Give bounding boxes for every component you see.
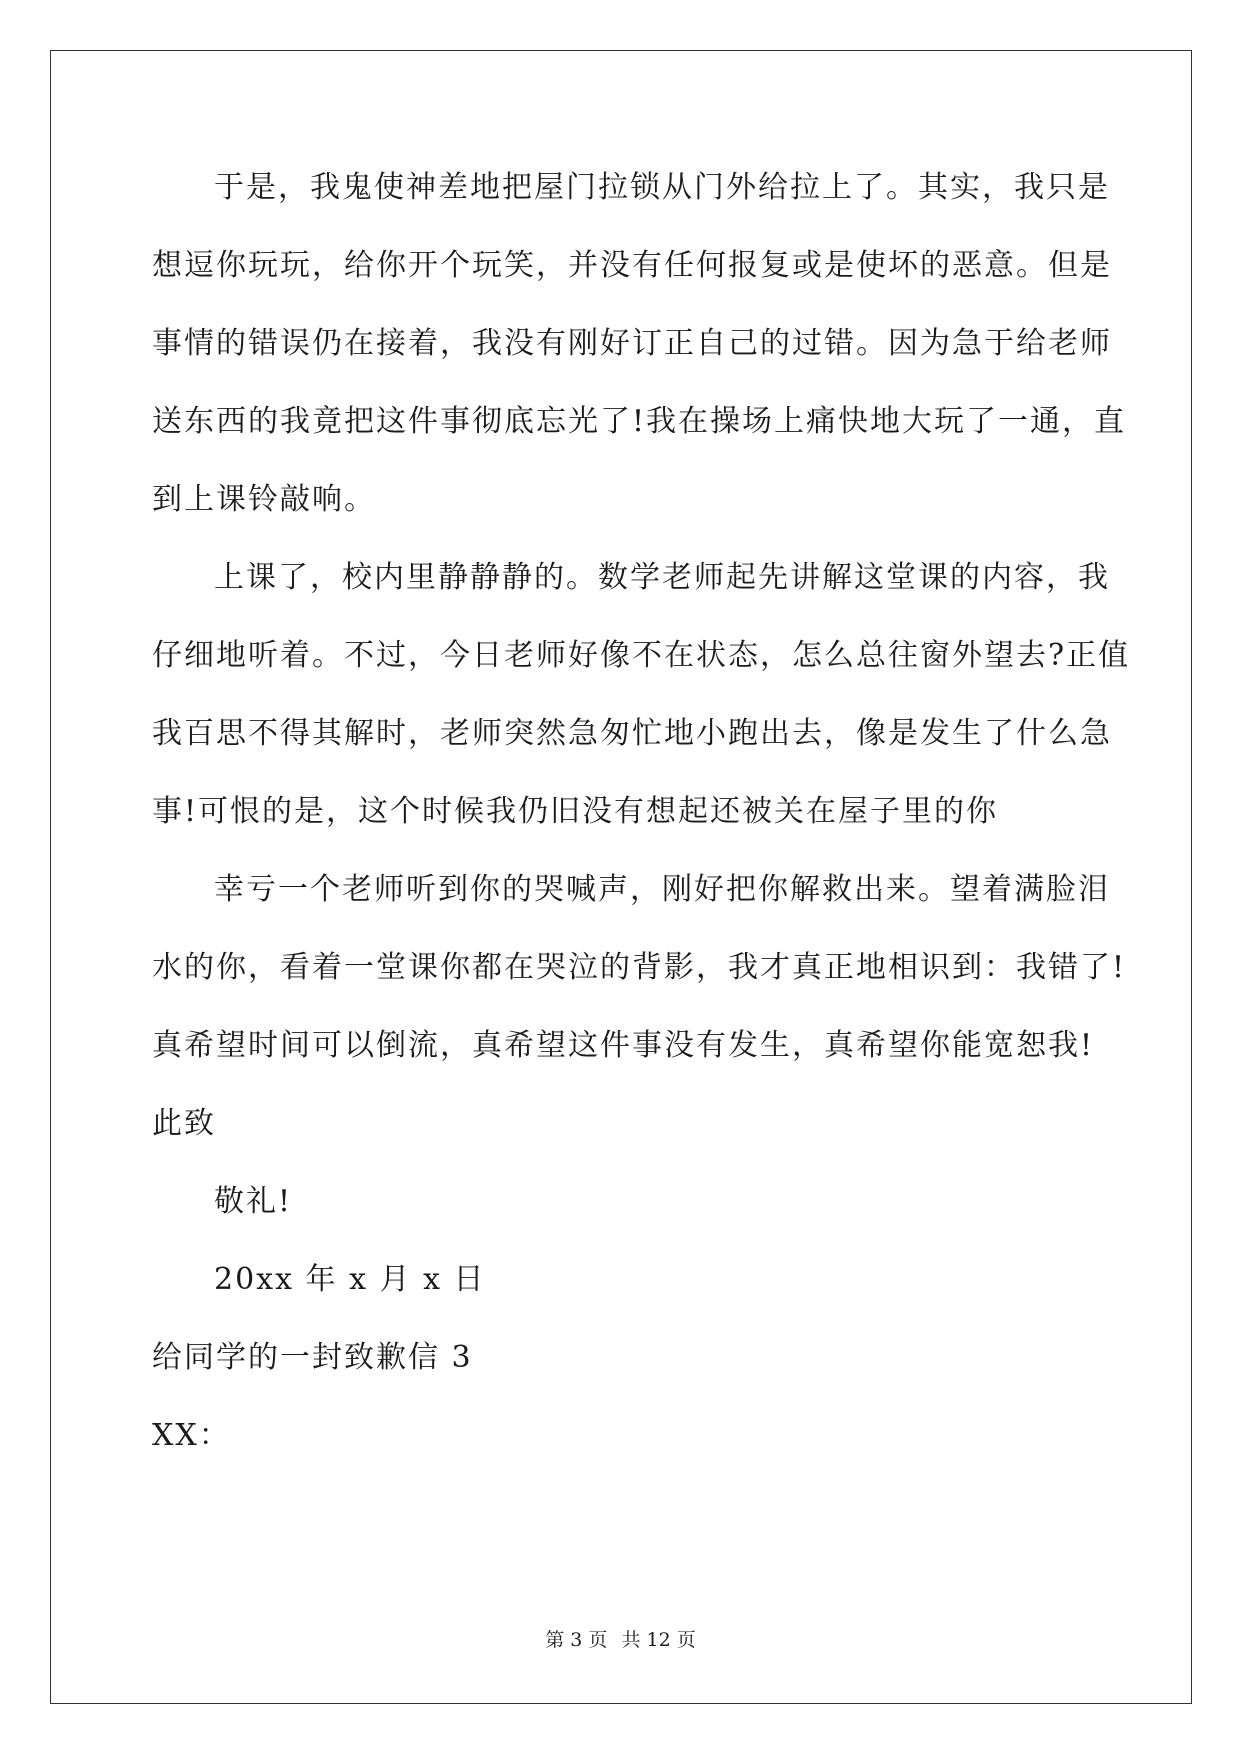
paragraph-line: 想逗你玩玩，给你开个玩笑，并没有任何报复或是使坏的恶意。但是 <box>152 248 1112 283</box>
page-total: 共 12 页 <box>621 1629 696 1651</box>
closing-salutation: 此致 <box>152 1106 216 1141</box>
page-footer <box>0 1628 1241 1652</box>
paragraph-line: 水的你，看着一堂课你都在哭泣的背影，我才真正地相识到：我错了! <box>152 950 1127 985</box>
paragraph-line: 幸亏一个老师听到你的哭喊声，刚好把你解救出来。望着满脸泪 <box>214 872 1110 907</box>
paragraph-line: 仔细地听着。不过，今日老师好像不在状态，怎么总往窗外望去?正值 <box>152 638 1131 673</box>
letter-date: 20xx 年 x 月 x 日 <box>214 1262 486 1297</box>
paragraph-line: 上课了，校内里静静静的。数学老师起先讲解这堂课的内容，我 <box>214 560 1110 595</box>
paragraph-line: 于是，我鬼使神差地把屋门拉锁从门外给拉上了。其实，我只是 <box>214 170 1110 205</box>
paragraph-line: 到上课铃敲响。 <box>152 482 376 517</box>
paragraph-line: 我百思不得其解时，老师突然急匆忙地小跑出去，像是发生了什么急 <box>152 716 1112 751</box>
paragraph-line: 真希望时间可以倒流，真希望这件事没有发生，真希望你能宽恕我! <box>152 1028 1095 1063</box>
section-heading: 给同学的一封致歉信 3 <box>152 1340 473 1375</box>
letter-greeting: XX： <box>152 1418 231 1453</box>
paragraph-line: 事情的错误仍在接着，我没有刚好订正自己的过错。因为急于给老师 <box>152 326 1112 361</box>
paragraph-line: 送东西的我竟把这件事彻底忘光了!我在操场上痛快地大玩了一通，直 <box>152 404 1127 439</box>
page-number: 第 3 页 <box>545 1629 608 1651</box>
closing-regards: 敬礼! <box>214 1184 293 1219</box>
paragraph-line: 事!可恨的是，这个时候我仍旧没有想起还被关在屋子里的你 <box>152 794 999 829</box>
